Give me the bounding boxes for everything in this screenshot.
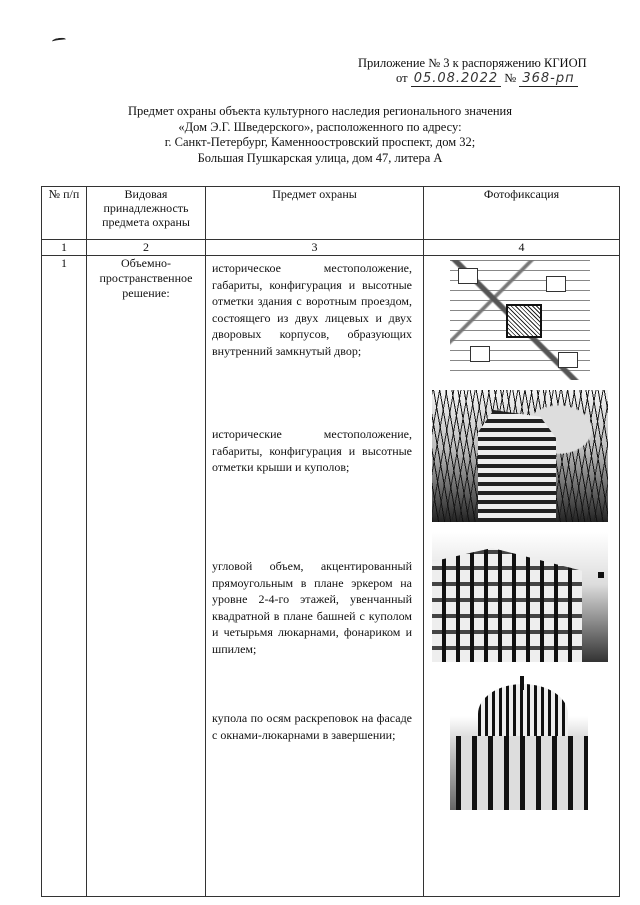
document-title [80, 104, 560, 166]
header-category: Видовая принадлежность предмета охраны [87, 187, 206, 240]
column-number: 4 [424, 240, 620, 256]
row-category: Объемно-пространственное решение: [87, 256, 206, 897]
number-label: № [504, 71, 517, 85]
column-number-row [42, 240, 620, 256]
facade-dome-photo [450, 676, 588, 810]
title-line: «Дом Э.Г. Шведерского», расположенного по адресу: [178, 119, 462, 134]
title-line: Предмет охраны объекта культурного наследия регионального значения [127, 104, 512, 118]
building-roof-photo [432, 390, 608, 522]
column-number: 2 [87, 240, 206, 256]
subject-item: угловой объем, акцентированный прямоугольным в плане эркером на уровне 2-4-го этажей, увенчанный квадратной в плане башней с куполом и четырьмя люкарнами, фонариком и шпилем; [212, 559, 412, 656]
column-number: 1 [42, 240, 87, 256]
subject-item: историческое местоположение, габариты, конфигурация и высотные отметки здания с воротным проездом, состоящего из двух лицевых и двух дворовых корпусов, образующих внутренний замкнутый двор; [212, 261, 412, 358]
title-line: Большая Пушкарская улица, дом 47, литера А [197, 150, 443, 165]
subject-item: исторические местоположение, габариты, конфигурация и высотные отметки крыши и куполов; [212, 427, 412, 474]
site-map-image [450, 260, 590, 380]
row-number: 1 [42, 256, 87, 897]
appendix-header [358, 56, 608, 86]
appendix-label: Приложение № 3 к распоряжению КГИОП [358, 56, 587, 70]
handwritten-date: 05.08.2022 [411, 71, 501, 87]
header-photo: Фотофиксация [424, 187, 620, 240]
order-date-number [358, 71, 608, 86]
table-header-row [42, 187, 620, 240]
header-number: № п/п [42, 187, 87, 240]
header-subject: Предмет охраны [206, 187, 424, 240]
title-line: г. Санкт-Петербург, Каменноостровский проспект, дом 32; [164, 135, 476, 149]
column-number: 3 [206, 240, 424, 256]
from-label: от [396, 71, 408, 85]
highlighted-building [506, 304, 542, 338]
table-row [42, 256, 620, 897]
subject-item: купола по осям раскреповок на фасаде с окнами-люкарнами в завершении; [212, 711, 412, 742]
photo-cell [424, 256, 620, 897]
protection-subject-table [41, 186, 620, 897]
stray-pen-mark [52, 37, 67, 44]
corner-tower-photo [432, 532, 608, 662]
subject-cell [206, 256, 424, 897]
handwritten-number: 368-рп [519, 71, 577, 87]
